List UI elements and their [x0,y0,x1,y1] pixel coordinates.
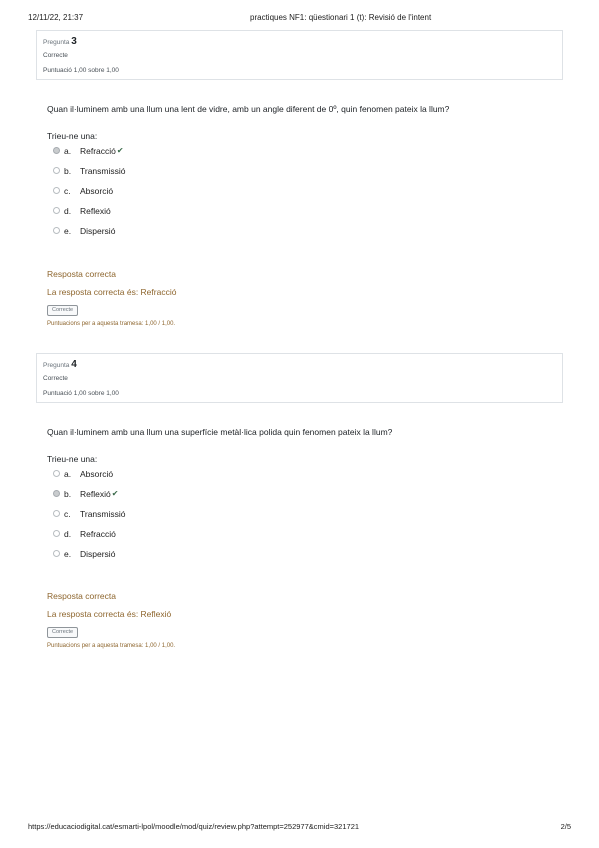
radio-button[interactable] [53,147,60,154]
question-number: 3 [71,36,77,47]
answer-label: Dispersió [80,549,116,559]
answer-option[interactable] [53,185,353,205]
answer-label: Absorció [80,186,114,196]
question-info-4 [36,353,563,403]
page-url: https://educaciodigital.cat/esmarti-lpol/moodle/mod/quiz/review.php?attempt=252977&cmid=321721 [28,822,360,831]
radio-button[interactable] [53,207,60,214]
check-icon: ✔ [111,489,119,498]
question-number-row [43,36,556,48]
answer-option[interactable] [53,508,353,528]
grade-history: Puntuacions per a aquesta tramesa: 1,00 / 1,00. [47,643,176,649]
answer-label: Dispersió [80,226,116,236]
question-text-3: Quan il·luminem amb una llum una lent de vidre, amb un angle diferent de 0º, quin fenomen pateix la llum? [47,104,450,114]
question-grade: Puntuació 1,00 sobre 1,00 [43,390,119,397]
check-icon: ✔ [116,146,124,155]
feedback-3 [47,268,557,329]
answer-label: Absorció [80,469,114,479]
answer-label: Transmissió [80,166,126,176]
answer-list-3 [53,145,353,245]
answer-letter: a. [64,469,72,479]
print-footer [28,822,571,834]
question-label: Pregunta [43,39,70,46]
radio-button[interactable] [53,530,60,537]
answer-letter: b. [64,489,72,499]
answer-prompt-3: Trieu-ne una: [47,131,98,141]
right-answer: La resposta correcta és: Refracció [47,287,177,297]
radio-button[interactable] [53,510,60,517]
radio-button[interactable] [53,167,60,174]
answer-option[interactable] [53,225,353,245]
document-title: practiques NF1: qüestionari 1 (t): Revisió de l'intent [250,13,432,22]
question-number: 4 [71,359,77,370]
answer-list-4 [53,468,353,568]
print-date: 12/11/22, 21:37 [28,13,84,22]
right-answer: La resposta correcta és: Reflexió [47,609,172,619]
answer-option[interactable] [53,548,353,568]
answer-letter: a. [64,146,72,156]
answer-prompt-4: Trieu-ne una: [47,454,98,464]
answer-letter: b. [64,166,72,176]
question-state: Correcte [43,52,68,59]
answer-option[interactable] [53,488,353,508]
answer-letter: c. [64,509,71,519]
feedback-status: Resposta correcta [47,591,116,601]
answer-label: Refracció [80,146,116,156]
question-text-4: Quan il·luminem amb una llum una superfície metàl·lica polida quin fenomen pateix la llum? [47,427,393,437]
answer-option[interactable] [53,205,353,225]
answer-label: Refracció [80,529,116,539]
question-label: Pregunta [43,362,70,369]
grade-history: Puntuacions per a aquesta tramesa: 1,00 / 1,00. [47,321,176,327]
question-info-3 [36,30,563,80]
answer-option[interactable] [53,528,353,548]
answer-letter: e. [64,549,72,559]
question-number-row [43,359,556,371]
radio-button[interactable] [53,550,60,557]
question-grade: Puntuació 1,00 sobre 1,00 [43,67,119,74]
answer-letter: d. [64,529,72,539]
answer-option[interactable] [53,145,353,165]
radio-button[interactable] [53,227,60,234]
question-state: Correcte [43,375,68,382]
answer-label: Reflexió [80,489,111,499]
answer-letter: e. [64,226,72,236]
answer-letter: d. [64,206,72,216]
answer-option[interactable] [53,165,353,185]
status-badge: Correcte [47,627,78,638]
print-header [28,13,571,25]
answer-label: Transmissió [80,509,126,519]
radio-button[interactable] [53,187,60,194]
answer-letter: c. [64,186,71,196]
radio-button[interactable] [53,470,60,477]
status-badge: Correcte [47,305,78,316]
page-number: 2/5 [560,822,571,831]
feedback-4 [47,590,557,651]
radio-button[interactable] [53,490,60,497]
answer-label: Reflexió [80,206,111,216]
answer-option[interactable] [53,468,353,488]
feedback-status: Resposta correcta [47,269,116,279]
